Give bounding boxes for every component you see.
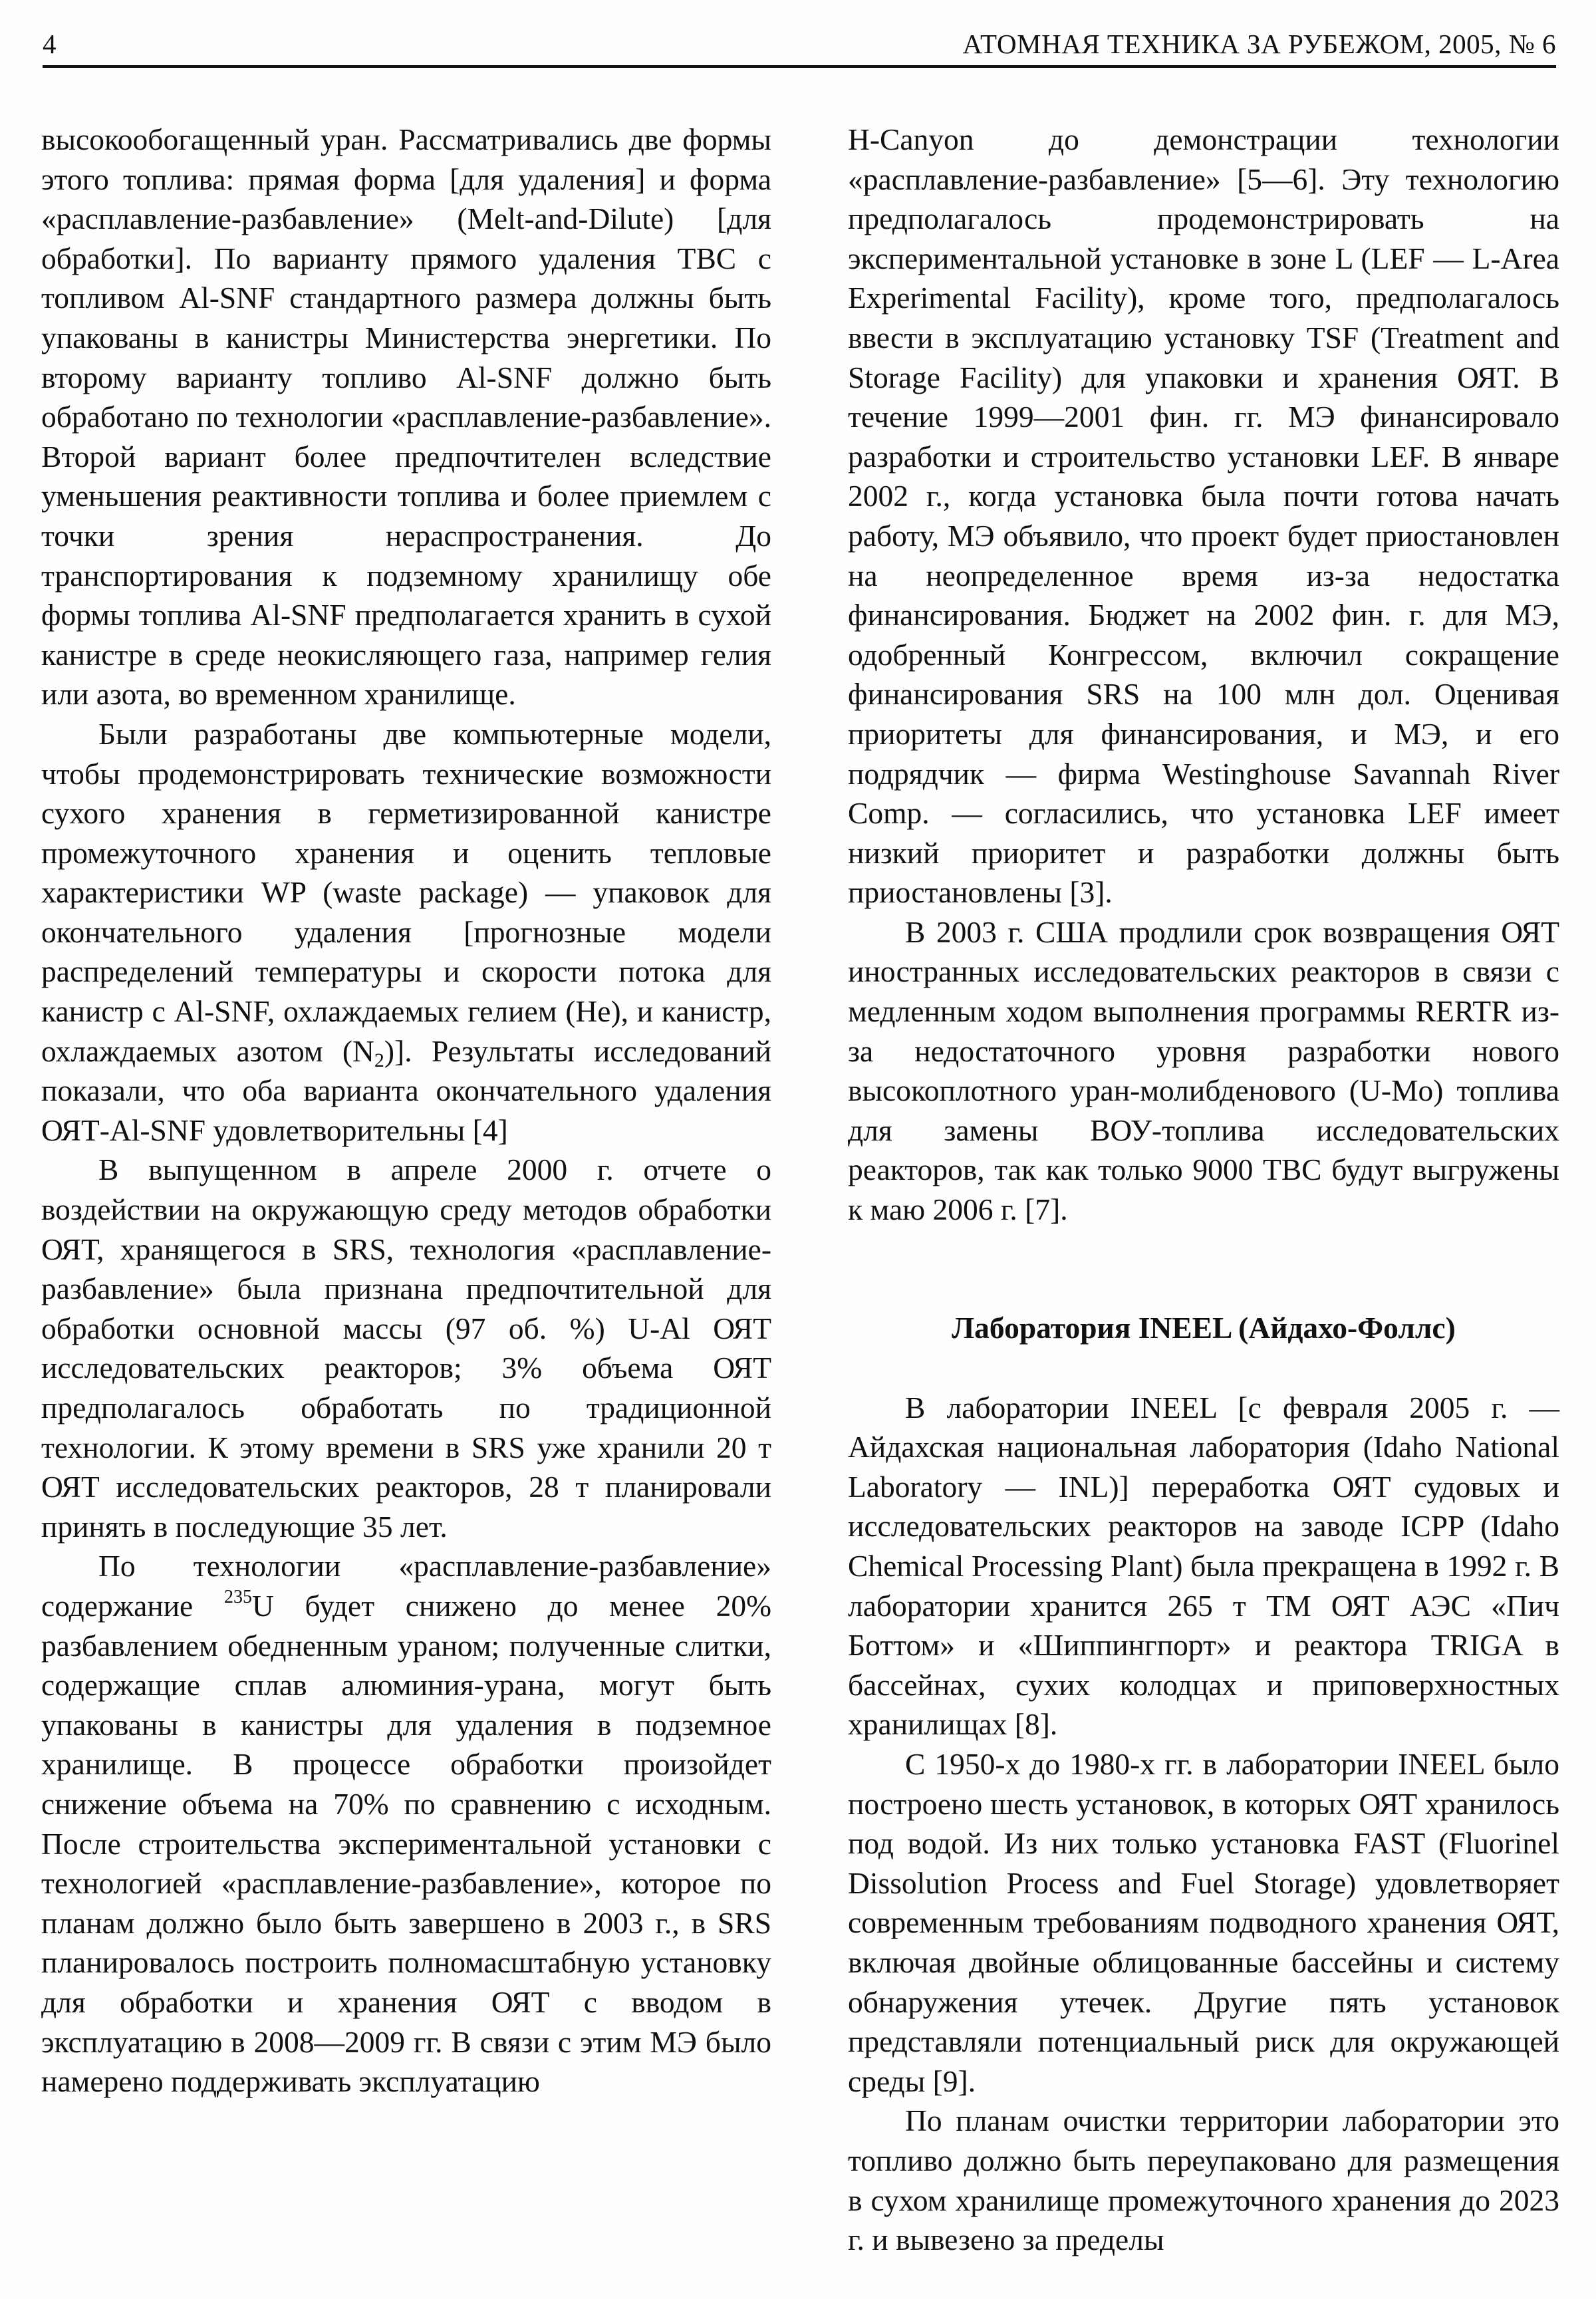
subscript: 2 [374, 1049, 384, 1071]
paragraph-text: По технологии «расплавление-разбавление» содержание [41, 1549, 771, 1623]
paragraph [41, 1546, 771, 2101]
section-heading: Лаборатория INEEL (Айдахо-Фоллс) [952, 1310, 1456, 1345]
page-header [43, 23, 1556, 68]
superscript: 235 [223, 1586, 252, 1607]
left-column [41, 120, 771, 2101]
paragraph: высокообогащенный уран. Рассматривались две формы этого топлива: прямая форма [для удаления] и форма «расплавление-разбавление» (Melt-and-Dilute) [для обработки]. По варианту прямого удаления ТВС с топливом Al-SNF стандартного размера должны быть упакованы в канистры Министерства энергетики. По второму варианту топливо Al-SNF должно быть обработано по технологии «расплавление-разбавление». Второй вариант более предпочтителен вследствие уменьшения реактивности топлива и более приемлем с точки зрения нераспространения. До транспортирования к подземному хранилищу обе формы топлива Al-SNF предполагается хранить в сухой канистре в среде неокисляющего газа, например гелия или азота, во временном хранилище. [41, 122, 771, 712]
paragraph-text: )]. Результаты исследований показали, что оба варианта окончательного удаления ОЯТ-Al-SNF удовлетворительны [4] [41, 1033, 771, 1147]
journal-title: АТОМНАЯ ТЕХНИКА ЗА РУБЕЖОМ, 2005, № 6 [962, 29, 1556, 59]
paragraph: По планам очистки территории лаборатории это топливо должно быть переупаковано для размещения в сухом хранилище промежуточного хранения до 2023 г. и вывезено за пределы [848, 2103, 1559, 2257]
right-column [848, 120, 1559, 2260]
page-number: 4 [43, 29, 57, 59]
paragraph: В лаборатории INEEL [с февраля 2005 г. — Айдахская национальная лаборатория (Idaho National Laboratory — INL)] переработка ОЯТ судовых и исследовательских реакторов на заводе ICPP (Idaho Chemical Processing Plant) была прекращена в 1992 г. В лаборатории хранится 265 т ТМ ОЯТ АЭС «Пич Боттом» и «Шиппингпорт» и реактора TRIGA в бассейнах, сухих колодцах и приповерхностных хранилищах [8]. [848, 1390, 1559, 1742]
paragraph-text: U будет снижено до менее 20% разбавлением обедненным ураном; полученные слитки, содержащие сплав алюминия-урана, могут быть упакованы в канистры для удаления в подземное хранилище. В процессе обработки произойдет снижение объема на 70% по сравнению с исходным. После строительства экспериментальной установки с технологией «расплавление-разбавление», которое по планам должно было быть завершено в 2003 г., в SRS планировалось построить полномасштабную установку для обработки и хранения ОЯТ с вводом в эксплуатацию в 2008—2009 гг. В связи с этим МЭ было намерено поддерживать эксплуатацию [41, 1588, 771, 2099]
paragraph-text: Были разработаны две компьютерные модели, чтобы продемонстрировать технические возможности сухого хранения в герметизированной канистре промежуточного хранения и оценить тепловые характеристики WP (waste package) — упаковок для окончательного удаления [прогнозные модели распределений температуры и скорости потока для канистр с Al-SNF, охлаждаемых гелием (He), и канистр, охлаждаемых азотом (N [41, 716, 771, 1068]
paragraph [41, 714, 771, 1150]
paragraph: С 1950-х до 1980-х гг. в лаборатории INEEL было построено шесть установок, в которых ОЯТ хранилось под водой. Из них только установка FAST (Fluorinel Dissolution Process and Fuel Storage) удовлетворяет современным требованиям подводного хранения ОЯТ, включая двойные облицованные бассейны и систему обнаружения утечек. Другие пять установок представляли потенциальный риск для окружающей среды [9]. [848, 1746, 1559, 2098]
paragraph: В выпущенном в апреле 2000 г. отчете о воздействии на окружающую среду методов обработки ОЯТ, хранящегося в SRS, технология «расплавление-разбавление» была признана предпочтительной для обработки основной массы (97 об. %) U-Al ОЯТ исследовательских реакторов; 3% объема ОЯТ предполагалось обработать по традиционной технологии. К этому времени в SRS уже хранили 20 т ОЯТ исследовательских реакторов, 28 т планировали принять в последующие 35 лет. [41, 1152, 771, 1544]
paragraph: H-Canyon до демонстрации технологии «расплавление-разбавление» [5—6]. Эту технологию предполагалось продемонстрировать на экспериментальной установке в зоне L (LEF — L-Area Experimental Facility), кроме того, предполагалось ввести в эксплуатацию установку TSF (Treatment and Storage Facility) для упаковки и хранения ОЯТ. В течение 1999—2001 фин. гг. МЭ финансировало разработки и строительство установки LEF. В январе 2002 г., когда установка была почти готова начать работу, МЭ объявило, что проект будет приостановлен на неопределенное время из-за недостатка финансирования. Бюджет на 2002 фин. г. для МЭ, одобренный Конгрессом, включил сокращение финансирования SRS на 100 млн дол. Оценивая приоритеты для финансирования, и МЭ, и его подрядчик — фирма Westinghouse Savannah River Comp. — согласились, что установка LEF имеет низкий приоритет и разработки должны быть приостановлены [3]. [848, 122, 1559, 910]
paragraph: В 2003 г. США продлили срок возвращения ОЯТ иностранных исследовательских реакторов в связи с медленным ходом выполнения программы RERTR из-за недостаточного уровня разработки нового высокоплотного уран-молибденового (U-Mo) топлива для замены ВОУ-топлива исследовательских реакторов, так как только 9000 ТВС будут выгружены к маю 2006 г. [7]. [848, 914, 1559, 1227]
